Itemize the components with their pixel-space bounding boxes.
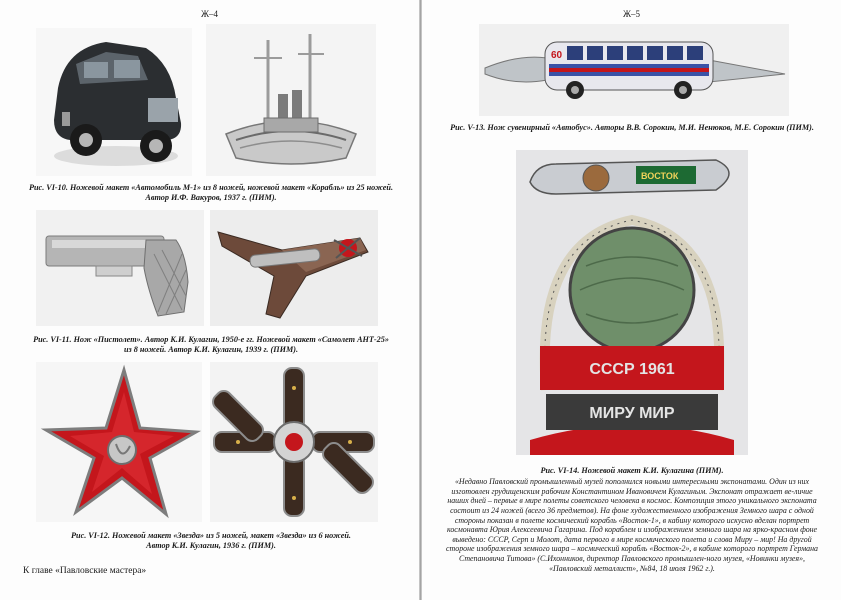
- bus-sign-text: 60: [551, 50, 563, 61]
- airplane-knife-model-illustration: [210, 210, 378, 326]
- photo-bus-knife: [479, 24, 789, 116]
- chapter-footer: К главе «Павловские мастера»: [23, 566, 147, 576]
- page-number-left: Ж–4: [200, 9, 219, 19]
- banner-top-text: СССР 1961: [589, 361, 675, 378]
- photo-red-star: [36, 362, 202, 522]
- photo-ship: [206, 24, 376, 176]
- wood-star-knife-model-illustration: [210, 362, 378, 522]
- caption-fig-vi-10: Рис. VI-10. Ножевой макет «Автомобиль М-1» из 8 ножей, ножевой макет «Корабль» из 25 ножей. Автор И.Ф. Вакуров, 1937 г. (ПИМ).: [29, 183, 393, 203]
- photo-wood-star: [210, 362, 378, 522]
- photo-car-m1: [36, 28, 192, 176]
- page-number-right: Ж–5: [622, 9, 641, 19]
- ship-knife-model-illustration: [206, 24, 376, 176]
- caption-fig-vi-14: Рис. VI-14. Ножевой макет К.И. Кулагина (ПИМ).: [540, 466, 724, 475]
- caption-fig-vi-11: Рис. VI-11. Нож «Пистолет». Автор К.И. Кулагин, 1950-е гг. Ножевой макет «Самолет АНТ-25» из 8 ножей. Автор К.И. Кулагин, 1939 г. (ПИМ).: [33, 335, 389, 355]
- right-page: [422, 0, 841, 600]
- photo-airplane-ant25: [210, 210, 378, 326]
- car-knife-model-illustration: [36, 28, 192, 176]
- bus-knife-illustration: [479, 24, 789, 116]
- photo-pistol: [36, 210, 204, 326]
- caption-fig-v-13: Рис. V-13. Нож сувенирный «Автобус». Авторы В.В. Сорокин, М.И. Ненюков, М.Е. Сорокин (ПИМ).: [450, 123, 814, 132]
- red-star-knife-model-illustration: [36, 362, 202, 522]
- pistol-knife-illustration: [36, 210, 204, 326]
- photo-space-composition: [516, 150, 748, 455]
- banner-bottom-text: МИРУ МИР: [589, 405, 675, 422]
- museum-quote: «Недавно Павловский промышленный музей пополнился новыми интересными экспонатами. Один из них изготовлен грудищенским рабочим Константином Ивановичем Кулагиным. Экспонат отражает ве-личие наших дней – первые в мире полеты советского человека в космос. Композиция этого уникального экспоната состоит из 24 ножей (всего 36 предметов). На фоне художественного изображения Земного шара с одной стороны показан в полете космический корабль «Восток-1», в кабину которого искусно вделан портрет космонавта Юрия Алексеевича Гагарина. Под кораблем и изображением земного шара на ярко-красном фоне выведено: СССР, Серп и Молот, дата первого в мире космического полета и слова Миру – мир! На другой стороне изображения земного шара – космический корабль «Восток-2», в кабине которого портрет Германа Степановича Титова» (С.Ихонников, директор Павловского промышлен-ного музея, «Новинки музея», «Павловский металлист», №84, 18 июля 1962 г.).: [446, 477, 818, 573]
- caption-fig-vi-12: Рис. VI-12. Ножевой макет «Звезда» из 5 ножей, макет «Звезда» из 6 ножей. Автор К.И. Кулагин, 1936 г. (ПИМ).: [71, 531, 351, 551]
- space-knife-composition-illustration: [516, 150, 748, 455]
- left-page: [0, 0, 419, 600]
- rocket-sign-text: ВОСТОК: [641, 171, 679, 181]
